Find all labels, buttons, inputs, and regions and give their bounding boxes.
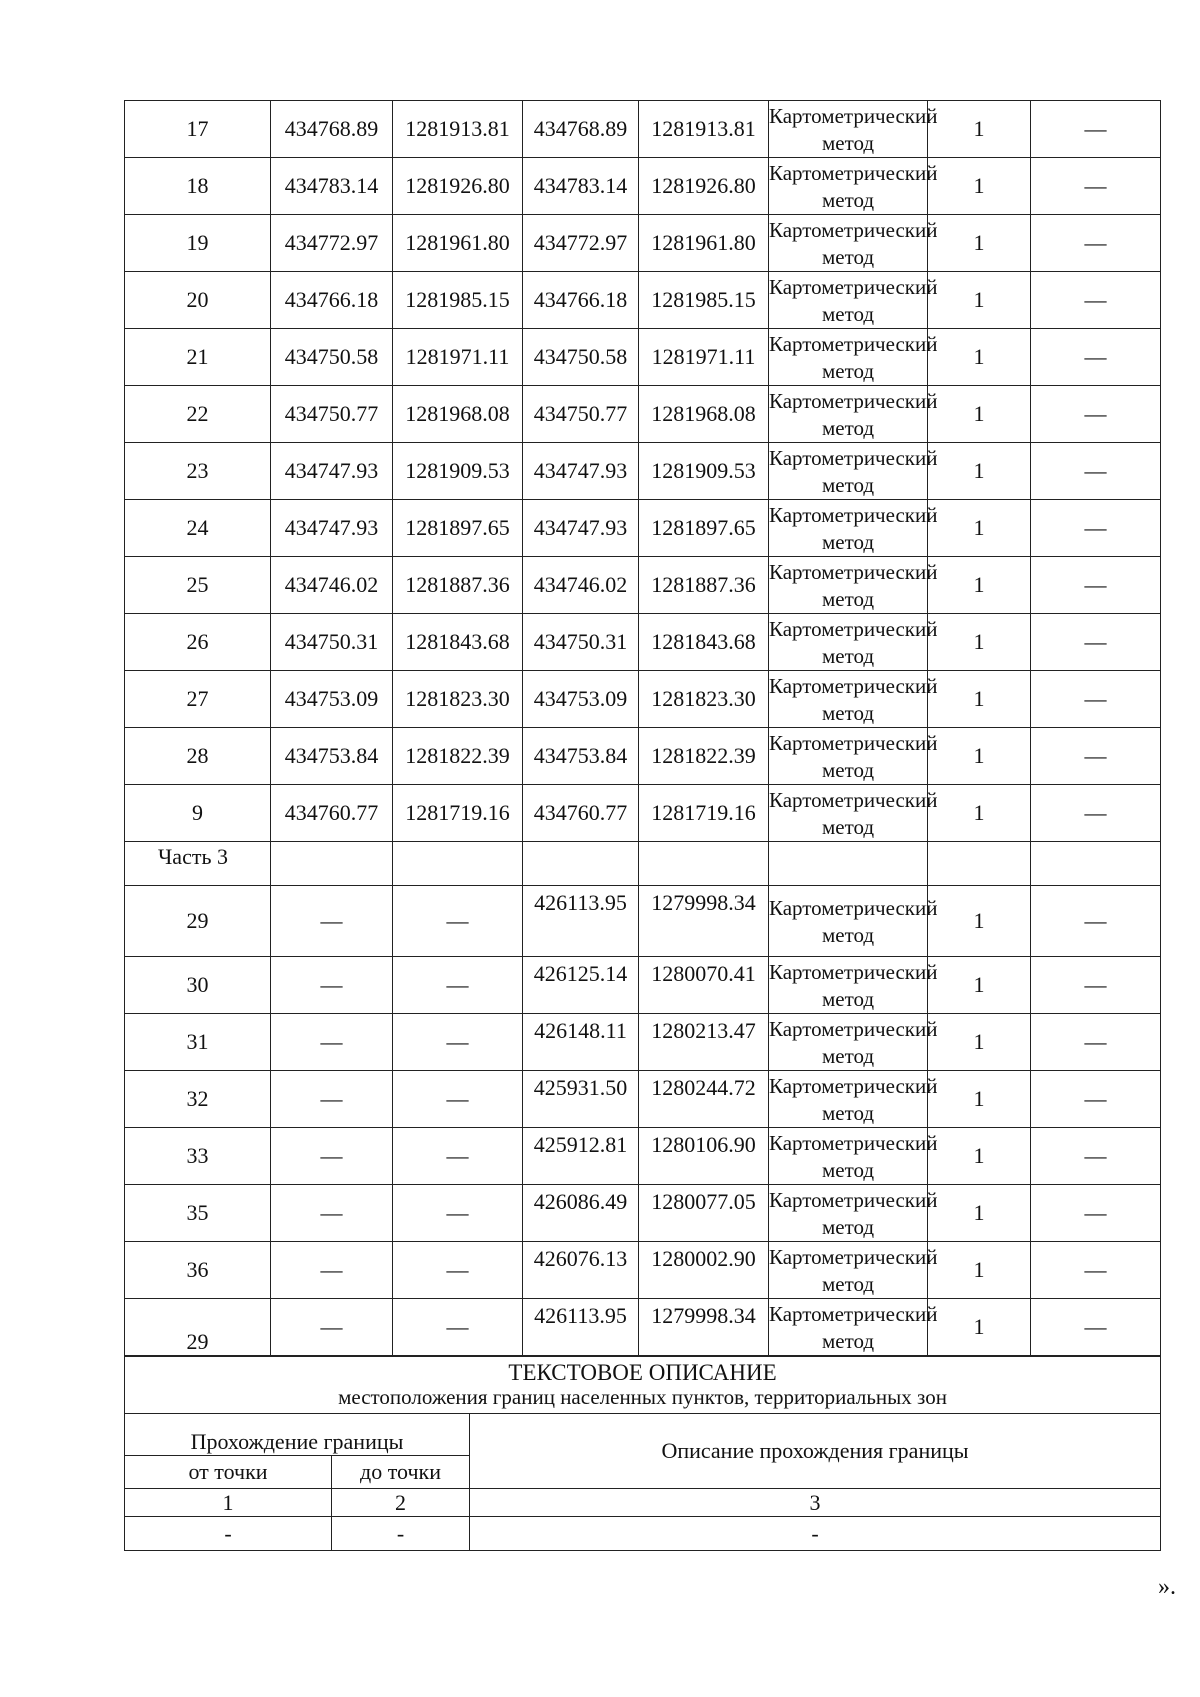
text-description-table: [124, 1356, 1161, 1551]
existing-x: 434746.02: [271, 557, 393, 614]
existing-y: 1281843.68: [393, 614, 523, 671]
method: Картометрический метод: [769, 443, 928, 500]
existing-x: 434766.18: [271, 272, 393, 329]
existing-y: 1281971.11: [393, 329, 523, 386]
new-y: 1281926.80: [639, 158, 769, 215]
empty-cell: [393, 842, 523, 886]
accuracy: 1: [928, 785, 1031, 842]
method: Картометрический метод: [769, 1071, 928, 1128]
description-dash: —: [1031, 886, 1161, 957]
text-description-title: ТЕКСТОВОЕ ОПИСАНИЕ: [508, 1360, 777, 1385]
from-point-value: -: [125, 1517, 332, 1551]
new-y: 1281897.65: [639, 500, 769, 557]
description-value: -: [470, 1517, 1161, 1551]
method: Картометрический метод: [769, 1128, 928, 1185]
existing-x: 434750.31: [271, 614, 393, 671]
existing-y: 1281968.08: [393, 386, 523, 443]
table-row: [125, 785, 1161, 842]
new-x: 434766.18: [523, 272, 639, 329]
empty-cell: [769, 842, 928, 886]
existing-y: 1281822.39: [393, 728, 523, 785]
text-description-heading-cell: [125, 1357, 1161, 1414]
existing-x: 434750.58: [271, 329, 393, 386]
new-y: 1281823.30: [639, 671, 769, 728]
description-dash: —: [1031, 728, 1161, 785]
new-y: 1281961.80: [639, 215, 769, 272]
new-y: 1281968.08: [639, 386, 769, 443]
coordinates-table: [124, 100, 1161, 1356]
existing-x: 434753.09: [271, 671, 393, 728]
method: Картометрический метод: [769, 500, 928, 557]
document-sheet: [124, 100, 1160, 1551]
point-number: 29: [125, 886, 271, 957]
section-row: [125, 842, 1161, 886]
empty-cell: [1031, 842, 1161, 886]
new-x: 426148.11: [523, 1014, 639, 1071]
new-x: 434753.09: [523, 671, 639, 728]
new-y: 1279998.34: [639, 1299, 769, 1356]
existing-x: 434772.97: [271, 215, 393, 272]
point-number: 23: [125, 443, 271, 500]
method: Картометрический метод: [769, 1299, 928, 1356]
existing-y: 1281823.30: [393, 671, 523, 728]
accuracy: 1: [928, 614, 1031, 671]
description-header: Описание прохождения границы: [470, 1414, 1161, 1489]
point-number: 20: [125, 272, 271, 329]
existing-y: —: [393, 1299, 523, 1356]
existing-x: —: [271, 1014, 393, 1071]
table-row: [125, 443, 1161, 500]
closing-quote-mark: ».: [1158, 1574, 1176, 1600]
point-number: 22: [125, 386, 271, 443]
existing-x: 434768.89: [271, 101, 393, 158]
new-x: 434747.93: [523, 443, 639, 500]
new-x: 434750.31: [523, 614, 639, 671]
new-x: 434772.97: [523, 215, 639, 272]
description-dash: —: [1031, 785, 1161, 842]
table-row: [125, 272, 1161, 329]
method: Картометрический метод: [769, 785, 928, 842]
method: Картометрический метод: [769, 101, 928, 158]
new-y: 1281971.11: [639, 329, 769, 386]
description-dash: —: [1031, 1128, 1161, 1185]
new-x: 426086.49: [523, 1185, 639, 1242]
table-row: [125, 329, 1161, 386]
new-x: 434750.58: [523, 329, 639, 386]
point-number: 25: [125, 557, 271, 614]
existing-y: —: [393, 1242, 523, 1299]
empty-cell: [928, 842, 1031, 886]
to-point-header: до точки: [332, 1456, 470, 1489]
description-dash: —: [1031, 1299, 1161, 1356]
description-dash: —: [1031, 158, 1161, 215]
new-y: 1281822.39: [639, 728, 769, 785]
table-row: [125, 886, 1161, 957]
existing-y: 1281985.15: [393, 272, 523, 329]
description-dash: —: [1031, 557, 1161, 614]
new-y: 1280213.47: [639, 1014, 769, 1071]
table-row: [125, 1071, 1161, 1128]
new-x: 434753.84: [523, 728, 639, 785]
point-number: 31: [125, 1014, 271, 1071]
new-y: 1281909.53: [639, 443, 769, 500]
column-number-2: 2: [332, 1489, 470, 1517]
existing-x: 434747.93: [271, 443, 393, 500]
description-dash: —: [1031, 272, 1161, 329]
point-number: 9: [125, 785, 271, 842]
accuracy: 1: [928, 101, 1031, 158]
method: Картометрический метод: [769, 329, 928, 386]
table-row: [125, 1185, 1161, 1242]
new-x: 434750.77: [523, 386, 639, 443]
accuracy: 1: [928, 1185, 1031, 1242]
point-number: 36: [125, 1242, 271, 1299]
new-x: 434760.77: [523, 785, 639, 842]
description-dash: —: [1031, 671, 1161, 728]
table-row: [125, 158, 1161, 215]
existing-x: —: [271, 957, 393, 1014]
point-number: 30: [125, 957, 271, 1014]
text-description-subtitle: местоположения границ населенных пунктов, территориальных зон: [338, 1385, 947, 1409]
accuracy: 1: [928, 1128, 1031, 1185]
passage-header: Прохождение границы: [125, 1414, 470, 1456]
accuracy: 1: [928, 557, 1031, 614]
method: Картометрический метод: [769, 1014, 928, 1071]
accuracy: 1: [928, 1242, 1031, 1299]
existing-y: —: [393, 957, 523, 1014]
table-row: [125, 557, 1161, 614]
existing-y: —: [393, 886, 523, 957]
existing-y: —: [393, 1128, 523, 1185]
to-point-value: -: [332, 1517, 470, 1551]
table-row: [125, 101, 1161, 158]
new-x: 426113.95: [523, 1299, 639, 1356]
description-dash: —: [1031, 1185, 1161, 1242]
new-x: 434746.02: [523, 557, 639, 614]
description-dash: —: [1031, 1014, 1161, 1071]
new-y: 1280070.41: [639, 957, 769, 1014]
existing-y: 1281887.36: [393, 557, 523, 614]
point-number: 21: [125, 329, 271, 386]
method: Картометрический метод: [769, 671, 928, 728]
accuracy: 1: [928, 329, 1031, 386]
table-row: [125, 957, 1161, 1014]
method: Картометрический метод: [769, 1242, 928, 1299]
existing-y: 1281961.80: [393, 215, 523, 272]
point-number: 26: [125, 614, 271, 671]
description-dash: —: [1031, 1242, 1161, 1299]
description-dash: —: [1031, 443, 1161, 500]
new-y: 1280106.90: [639, 1128, 769, 1185]
table-row: [125, 1128, 1161, 1185]
table-row: [125, 1014, 1161, 1071]
method: Картометрический метод: [769, 1185, 928, 1242]
existing-y: 1281897.65: [393, 500, 523, 557]
accuracy: 1: [928, 158, 1031, 215]
point-number: 19: [125, 215, 271, 272]
existing-x: 434747.93: [271, 500, 393, 557]
point-number: 24: [125, 500, 271, 557]
accuracy: 1: [928, 272, 1031, 329]
method: Картометрический метод: [769, 957, 928, 1014]
accuracy: 1: [928, 886, 1031, 957]
method: Картометрический метод: [769, 557, 928, 614]
new-y: 1281843.68: [639, 614, 769, 671]
existing-x: 434753.84: [271, 728, 393, 785]
method: Картометрический метод: [769, 272, 928, 329]
new-x: 425931.50: [523, 1071, 639, 1128]
table-row: [125, 1242, 1161, 1299]
description-dash: —: [1031, 101, 1161, 158]
new-x: 434747.93: [523, 500, 639, 557]
new-y: 1281719.16: [639, 785, 769, 842]
new-y: 1280077.05: [639, 1185, 769, 1242]
accuracy: 1: [928, 443, 1031, 500]
accuracy: 1: [928, 500, 1031, 557]
accuracy: 1: [928, 728, 1031, 785]
existing-x: 434760.77: [271, 785, 393, 842]
existing-y: —: [393, 1185, 523, 1242]
empty-cell: [271, 842, 393, 886]
new-x: 434768.89: [523, 101, 639, 158]
accuracy: 1: [928, 1014, 1031, 1071]
method: Картометрический метод: [769, 158, 928, 215]
existing-y: 1281926.80: [393, 158, 523, 215]
existing-x: —: [271, 1242, 393, 1299]
table-row: [125, 728, 1161, 785]
from-point-header: от точки: [125, 1456, 332, 1489]
point-number: 33: [125, 1128, 271, 1185]
accuracy: 1: [928, 215, 1031, 272]
method: Картометрический метод: [769, 614, 928, 671]
new-x: 426125.14: [523, 957, 639, 1014]
existing-x: —: [271, 1299, 393, 1356]
point-number: 35: [125, 1185, 271, 1242]
empty-cell: [523, 842, 639, 886]
point-number: 32: [125, 1071, 271, 1128]
new-y: 1281985.15: [639, 272, 769, 329]
accuracy: 1: [928, 957, 1031, 1014]
column-number-3: 3: [470, 1489, 1161, 1517]
new-y: 1281913.81: [639, 101, 769, 158]
method: Картометрический метод: [769, 728, 928, 785]
new-x: 426113.95: [523, 886, 639, 957]
point-number: 29: [125, 1299, 271, 1356]
new-y: 1280002.90: [639, 1242, 769, 1299]
new-x: 425912.81: [523, 1128, 639, 1185]
table-row: [125, 1299, 1161, 1356]
existing-x: —: [271, 1128, 393, 1185]
table-row: [125, 500, 1161, 557]
table-row: [125, 386, 1161, 443]
new-x: 434783.14: [523, 158, 639, 215]
new-x: 426076.13: [523, 1242, 639, 1299]
description-dash: —: [1031, 386, 1161, 443]
accuracy: 1: [928, 1071, 1031, 1128]
existing-y: 1281719.16: [393, 785, 523, 842]
accuracy: 1: [928, 671, 1031, 728]
existing-x: —: [271, 1185, 393, 1242]
accuracy: 1: [928, 386, 1031, 443]
existing-y: —: [393, 1071, 523, 1128]
existing-y: —: [393, 1014, 523, 1071]
description-dash: —: [1031, 500, 1161, 557]
existing-x: —: [271, 1071, 393, 1128]
existing-x: 434783.14: [271, 158, 393, 215]
empty-cell: [639, 842, 769, 886]
point-number: 17: [125, 101, 271, 158]
existing-y: 1281913.81: [393, 101, 523, 158]
point-number: 18: [125, 158, 271, 215]
table-row: [125, 215, 1161, 272]
coordinates-table-body: [125, 101, 1161, 1356]
method: Картометрический метод: [769, 215, 928, 272]
point-number: 27: [125, 671, 271, 728]
existing-x: 434750.77: [271, 386, 393, 443]
accuracy: 1: [928, 1299, 1031, 1356]
new-y: 1280244.72: [639, 1071, 769, 1128]
section-label: Часть 3: [125, 842, 271, 886]
new-y: 1279998.34: [639, 886, 769, 957]
table-row: [125, 671, 1161, 728]
column-number-1: 1: [125, 1489, 332, 1517]
new-y: 1281887.36: [639, 557, 769, 614]
description-dash: —: [1031, 1071, 1161, 1128]
point-number: 28: [125, 728, 271, 785]
table-row: [125, 614, 1161, 671]
description-dash: —: [1031, 957, 1161, 1014]
existing-x: —: [271, 886, 393, 957]
description-dash: —: [1031, 329, 1161, 386]
method: Картометрический метод: [769, 886, 928, 957]
method: Картометрический метод: [769, 386, 928, 443]
description-dash: —: [1031, 614, 1161, 671]
description-dash: —: [1031, 215, 1161, 272]
existing-y: 1281909.53: [393, 443, 523, 500]
